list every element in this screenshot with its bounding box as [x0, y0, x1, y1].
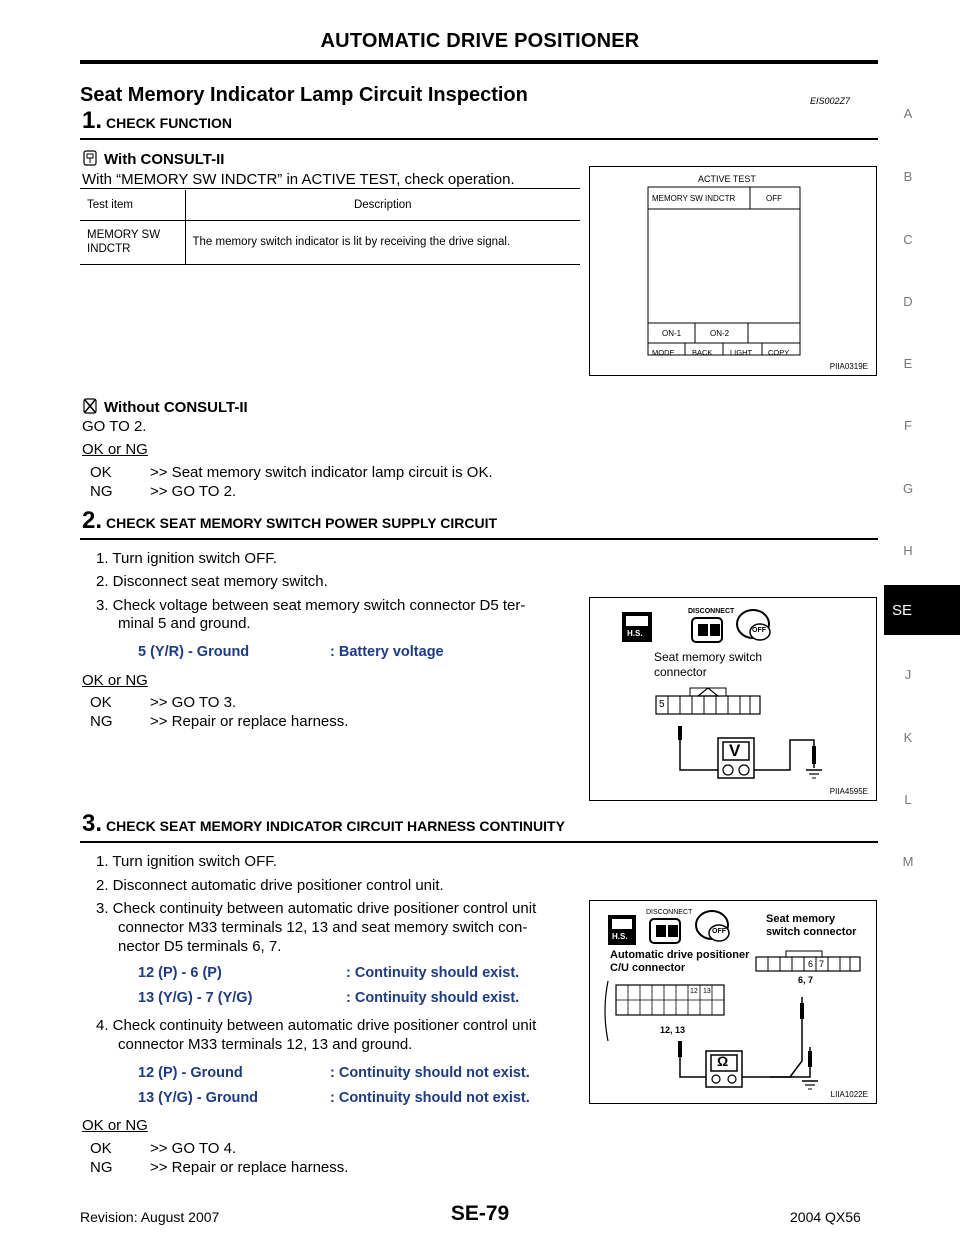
step2-ok-ng: OK or NG: [82, 672, 148, 689]
fig3-ref: LIIA1022E: [830, 1090, 868, 1099]
connector-face: [656, 688, 760, 714]
step3-spec1-left: 12 (P) - 6 (P): [138, 965, 222, 981]
side-index-a[interactable]: A: [903, 106, 913, 121]
fig3-pins1213: 12, 13: [660, 1025, 686, 1035]
fig1-value: OFF: [766, 194, 782, 203]
step3-heading: [82, 810, 565, 838]
step3-ng-label: NG: [90, 1159, 113, 1176]
step2-ok-text: >> GO TO 3.: [150, 694, 237, 711]
fig1-on1-button: ON-1: [662, 329, 682, 338]
step3-substep3c: nector D5 terminals 6, 7.: [118, 938, 282, 955]
fig2-pin-label: 5: [659, 699, 665, 710]
continuity-check-figure: [589, 900, 877, 1104]
step2-ng-label: NG: [90, 713, 113, 730]
fig3-off-label: OFF: [712, 928, 726, 935]
fig3-adp-label1: Automatic drive positioner: [610, 949, 750, 961]
with-consult-line: [82, 150, 224, 169]
table-header-row: [80, 190, 580, 220]
step3-substep2: 2. Disconnect automatic drive positioner control unit.: [96, 877, 444, 894]
table-header-test-item: Test item: [80, 190, 185, 220]
step3-substep1: 1. Turn ignition switch OFF.: [96, 853, 277, 870]
side-index-k[interactable]: K: [903, 730, 913, 745]
footer-revision: Revision: August 2007: [80, 1209, 220, 1225]
header-rule: [80, 60, 878, 64]
step3-spec4-left: 13 (Y/G) - Ground: [138, 1090, 259, 1106]
step3-ok-text: >> GO TO 4.: [150, 1140, 237, 1157]
fig1-ref: PIIA0319E: [829, 362, 868, 371]
step3-number: 3.: [82, 810, 103, 837]
fig2-connector-label2: connector: [654, 665, 707, 679]
fig1-item: MEMORY SW INDCTR: [652, 194, 736, 203]
table-cell-description: The memory switch indicator is lit by receiving the drive signal.: [192, 236, 511, 248]
fig3-seat-label2: switch connector: [766, 926, 857, 938]
side-index-b[interactable]: B: [903, 169, 913, 184]
ignition-off-icon: [737, 610, 770, 640]
fig2-ref: PIIA4595E: [829, 787, 868, 796]
step2-ok-label: OK: [90, 694, 112, 711]
fig2-connector-label1: Seat memory switch: [654, 650, 763, 664]
fig3-ohmmeter-label: Ω: [717, 1053, 729, 1069]
step3-spec4-right: : Continuity should not exist.: [330, 1090, 530, 1106]
fig3-disconnect-label: DISCONNECT: [646, 909, 693, 916]
fig3-hs-label: H.S.: [612, 932, 628, 941]
step1-ok-ng: OK or NG: [82, 441, 148, 458]
step3-substep3b: connector M33 terminals 12, 13 and seat memory switch con-: [118, 919, 528, 936]
section-title: Seat Memory Indicator Lamp Circuit Inspection: [80, 84, 528, 106]
step2-title: CHECK SEAT MEMORY SWITCH POWER SUPPLY CIRCUIT: [106, 515, 498, 531]
with-consult-label: With CONSULT-II: [104, 151, 225, 168]
step1-ok-text: >> Seat memory switch indicator lamp circuit is OK.: [150, 464, 493, 481]
table-cell-test-item: MEMORY SW INDCTR: [80, 220, 185, 264]
fig2-hs-label: H.S.: [627, 629, 643, 638]
table-row: [80, 220, 580, 264]
step2-spec-right: : Battery voltage: [330, 644, 444, 660]
step2-rule: [80, 538, 878, 540]
step1-ng-text: >> GO TO 2.: [150, 483, 237, 500]
side-index-l[interactable]: L: [904, 792, 912, 807]
fig1-copy-button: COPY: [768, 348, 790, 357]
test-table-top-rule: [80, 188, 580, 189]
side-index-m[interactable]: M: [902, 854, 914, 869]
step3-spec2-right: : Continuity should exist.: [346, 990, 520, 1006]
step2-heading: [82, 507, 497, 535]
side-index-e[interactable]: E: [903, 356, 913, 371]
step3-substep4a: 4. Check continuity between automatic drive positioner control unit: [96, 1017, 537, 1034]
no-consult-tool-icon: [82, 398, 98, 414]
step2-substep1: 1. Turn ignition switch OFF.: [96, 550, 277, 567]
side-index-se-active[interactable]: SE: [884, 585, 960, 635]
step1-title: CHECK FUNCTION: [106, 115, 233, 131]
footer-model: 2004 QX56: [790, 1209, 861, 1225]
side-index-f[interactable]: F: [904, 418, 912, 433]
step3-ng-text: >> Repair or replace harness.: [150, 1159, 349, 1176]
step1-goto: GO TO 2.: [82, 418, 147, 435]
fig2-disconnect-label: DISCONNECT: [688, 608, 735, 615]
active-test-table: [80, 190, 580, 265]
fig3-seat-label1: Seat memory: [766, 913, 836, 925]
step3-ok-label: OK: [90, 1140, 112, 1157]
without-consult-label: Without CONSULT-II: [104, 399, 248, 416]
step2-substep3a: 3. Check voltage between seat memory switch connector D5 ter-: [96, 597, 526, 614]
step2-number: 2.: [82, 507, 103, 534]
step1-rule: [80, 138, 878, 140]
fig1-mode-button: MODE: [652, 348, 675, 357]
voltage-check-figure: [589, 597, 877, 801]
step3-spec2-left: 13 (Y/G) - 7 (Y/G): [138, 990, 253, 1006]
side-index-j[interactable]: J: [904, 667, 912, 682]
footer-page-number: SE-79: [450, 1202, 510, 1225]
step3-title: CHECK SEAT MEMORY INDICATOR CIRCUIT HARNESS CONTINUITY: [106, 818, 565, 834]
step1-number: 1.: [82, 107, 103, 134]
fig1-back-button: BACK: [692, 348, 713, 357]
without-consult-line: [82, 398, 248, 417]
step1-ok-label: OK: [90, 464, 112, 481]
step3-spec3-right: : Continuity should not exist.: [330, 1065, 530, 1081]
fig1-on2-button: ON-2: [710, 329, 730, 338]
fig1-light-button: LIGHT: [730, 348, 753, 357]
with-consult-text: With “MEMORY SW INDCTR” in ACTIVE TEST, check operation.: [82, 171, 515, 188]
fig3-pins67: 6, 7: [798, 975, 814, 985]
ignition-off-icon: [696, 911, 729, 941]
fig1-title: ACTIVE TEST: [698, 174, 756, 184]
step3-ok-ng: OK or NG: [82, 1117, 148, 1134]
side-index-d[interactable]: D: [903, 294, 913, 309]
fig3-pin7: 7: [819, 959, 825, 969]
step3-rule: [80, 841, 878, 843]
fig2-voltmeter-label: V: [729, 741, 741, 760]
fig3-pin6: 6: [808, 959, 814, 969]
step3-spec1-right: : Continuity should exist.: [346, 965, 520, 981]
step2-substep2: 2. Disconnect seat memory switch.: [96, 573, 328, 590]
step3-substep4b: connector M33 terminals 12, 13 and ground.: [118, 1036, 413, 1053]
step2-ng-text: >> Repair or replace harness.: [150, 713, 349, 730]
side-index-g[interactable]: G: [902, 481, 914, 496]
step1-ng-label: NG: [90, 483, 113, 500]
step2-spec-left: 5 (Y/R) - Ground: [138, 644, 250, 660]
side-index-c[interactable]: C: [903, 232, 913, 247]
fig3-pin13: 13: [703, 988, 711, 995]
table-header-description: Description: [353, 198, 412, 211]
step2-substep3b: minal 5 and ground.: [118, 615, 251, 632]
side-index-h[interactable]: H: [903, 543, 913, 558]
section-code: EIS002Z7: [810, 96, 851, 106]
disconnect-connector-icon: [650, 919, 680, 943]
page-header-title: AUTOMATIC DRIVE POSITIONER: [320, 30, 640, 52]
consult-tool-icon: [82, 150, 98, 166]
disconnect-connector-icon: [692, 618, 722, 642]
step3-substep3a: 3. Check continuity between automatic drive positioner control unit: [96, 900, 537, 917]
step3-spec3-left: 12 (P) - Ground: [138, 1065, 243, 1081]
fig2-off-label: OFF: [752, 627, 766, 634]
step1-heading: [82, 107, 232, 135]
active-test-screen-figure: [589, 166, 877, 376]
fig3-adp-label2: C/U connector: [610, 962, 686, 974]
fig3-pin12: 12: [690, 988, 698, 995]
